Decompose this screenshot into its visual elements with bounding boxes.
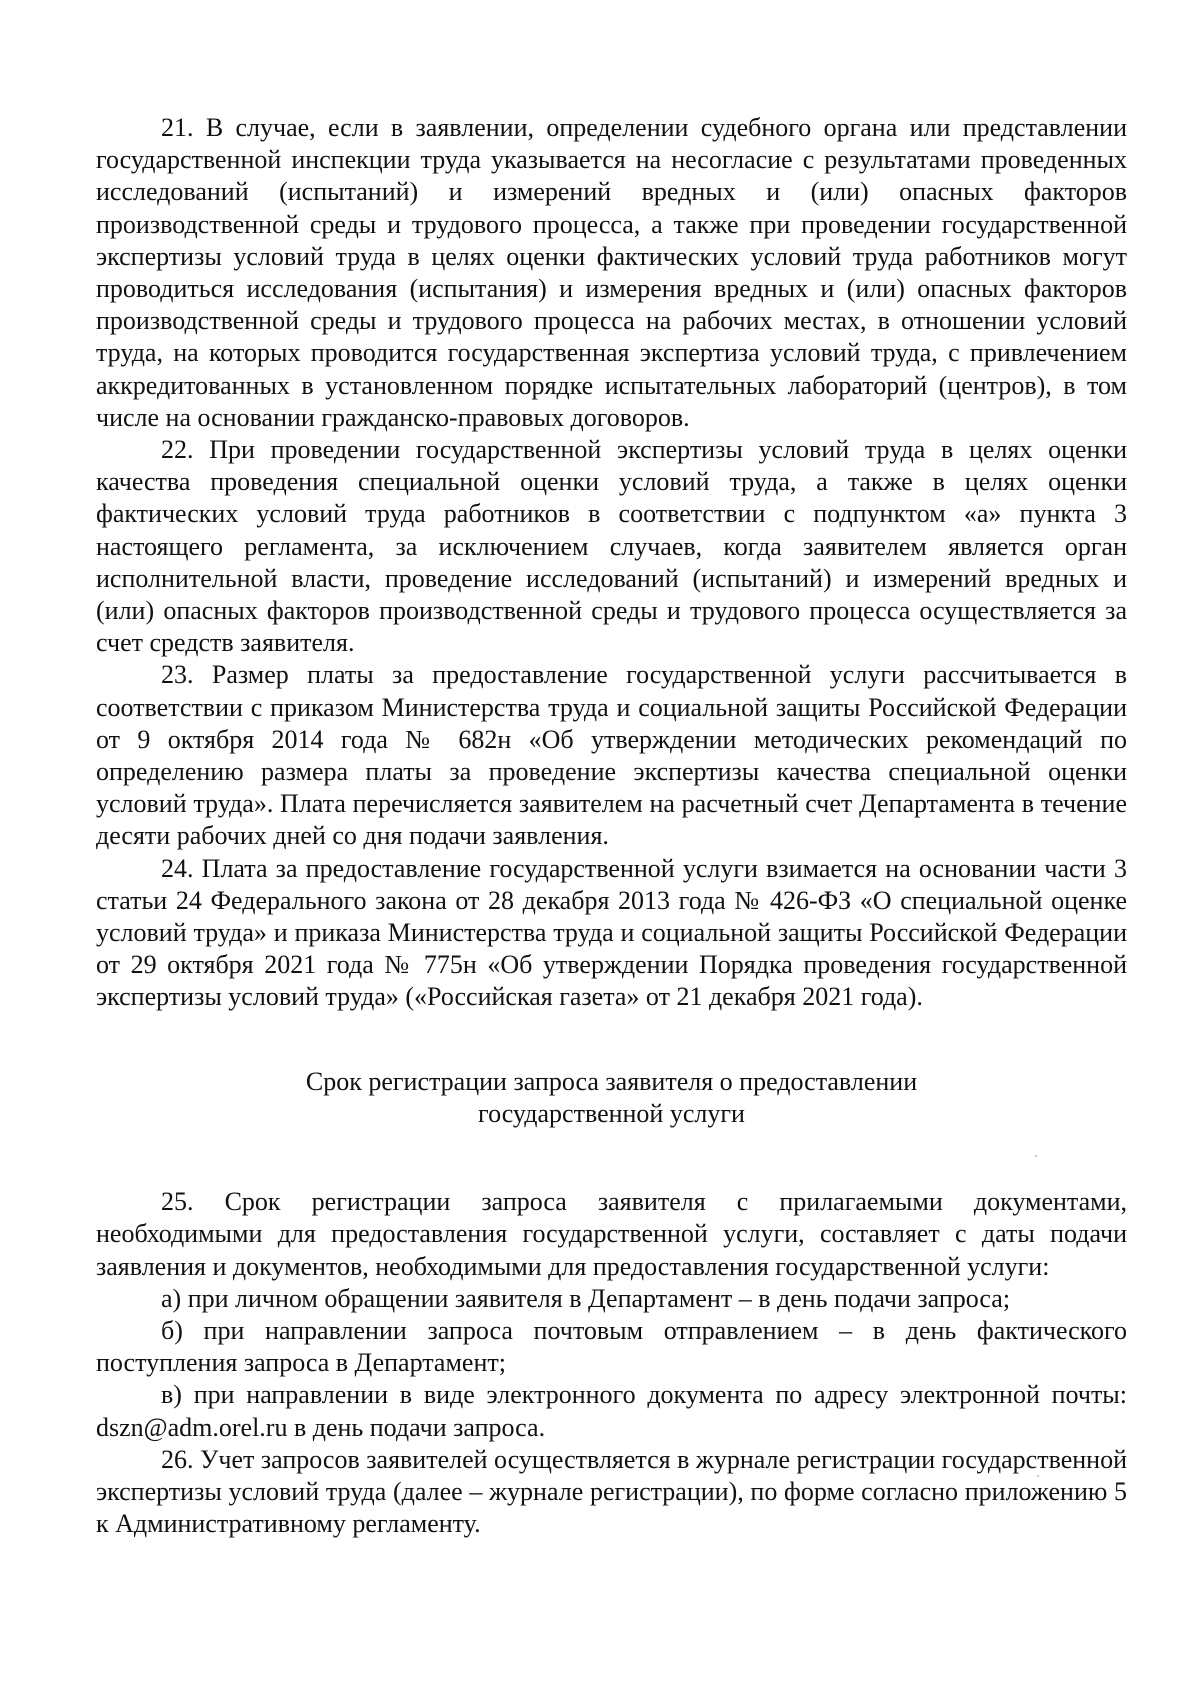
section-heading — [96, 1066, 1127, 1130]
paragraph-25: 25. Срок регистрации запроса заявителя с прилагаемыми документами, необходимыми для предоставления государственной услуги, составляет с даты подачи заявления и документов, необходимыми для предоставления государственной услуги: — [96, 1187, 1127, 1281]
paragraph-21: 21. В случае, если в заявлении, определении судебного органа или представлении государственной инспекции труда указывается на несогласие с результатами проведенных исследований (испытаний) и измерений вредных и (или) опасных факторов производственной среды и трудового процесса, а также при проведении государственной экспертизы условий труда в целях оценки фактических условий труда работников могут проводиться исследования (испытания) и измерения вредных и (или) опасных факторов производственной среды и трудового процесса на рабочих местах, в отношении условий труда, на которых проводится государственная экспертиза условий труда, с привлечением аккредитованных в установленном порядке испытательных лабораторий (центров), в том числе на основании гражданско-правовых договоров. — [96, 113, 1127, 432]
paragraph-23: 23. Размер платы за предоставление государственной услуги рассчитывается в соответствии с приказом Министерства труда и социальной защиты Российской Федерации от 9 октября 2014 года № 682н «Об утверждении методических рекомендаций по определению размера платы за проведение экспертизы качества специальной оценки условий труда». Плата перечисляется заявителем на расчетный счет Департамента в течение десяти рабочих дней со дня подачи заявления. — [96, 660, 1127, 851]
paragraph-26: 26. Учет запросов заявителей осуществляется в журнале регистрации государственной экспертизы условий труда (далее – журнале регистрации), по форме согласно приложению 5 к Административному регламенту. — [96, 1444, 1127, 1539]
paragraph-22: 22. При проведении государственной экспертизы условий труда в целях оценки качества проведения специальной оценки условий труда, а также в целях оценки фактических условий труда работников в соответствии с подпунктом «а» пункта 3 настоящего регламента, за исключением случаев, когда заявителем является орган исполнительной власти, проведение исследований (испытаний) и измерений вредных и (или) опасных факторов производственной среды и трудового процесса осуществляется за счет средств заявителя. — [96, 435, 1127, 658]
paragraph-25-item-a: а) при личном обращении заявителя в Департамент – в день подачи запроса; — [161, 1283, 1011, 1313]
paragraph-25-item-b: б) при направлении запроса почтовым отправлением – в день фактического поступления запроса в Департамент; — [96, 1315, 1127, 1378]
section-heading-line-2: государственной услуги — [478, 1098, 745, 1128]
section-heading-line-1: Срок регистрации запроса заявителя о предоставлении — [305, 1066, 918, 1096]
paragraph-25-item-c: в) при направлении в виде электронного документа по адресу электронной почты: dszn@adm.orel.ru в день подачи запроса. — [96, 1380, 1127, 1442]
document-page — [96, 112, 1127, 1540]
scan-speck — [1035, 1155, 1037, 1157]
paragraph-24: 24. Плата за предоставление государственной услуги взимается на основании части 3 статьи 24 Федерального закона от 28 декабря 2013 года № 426-ФЗ «О специальной оценке условий труда» и приказа Министерства труда и социальной защиты Российской Федерации от 29 октября 2021 года № 775н «Об утверждении Порядка проведения государственной экспертизы условий труда» («Российская газета» от 21 декабря 2021 года). — [96, 853, 1127, 1012]
scan-speck — [1037, 1475, 1039, 1477]
